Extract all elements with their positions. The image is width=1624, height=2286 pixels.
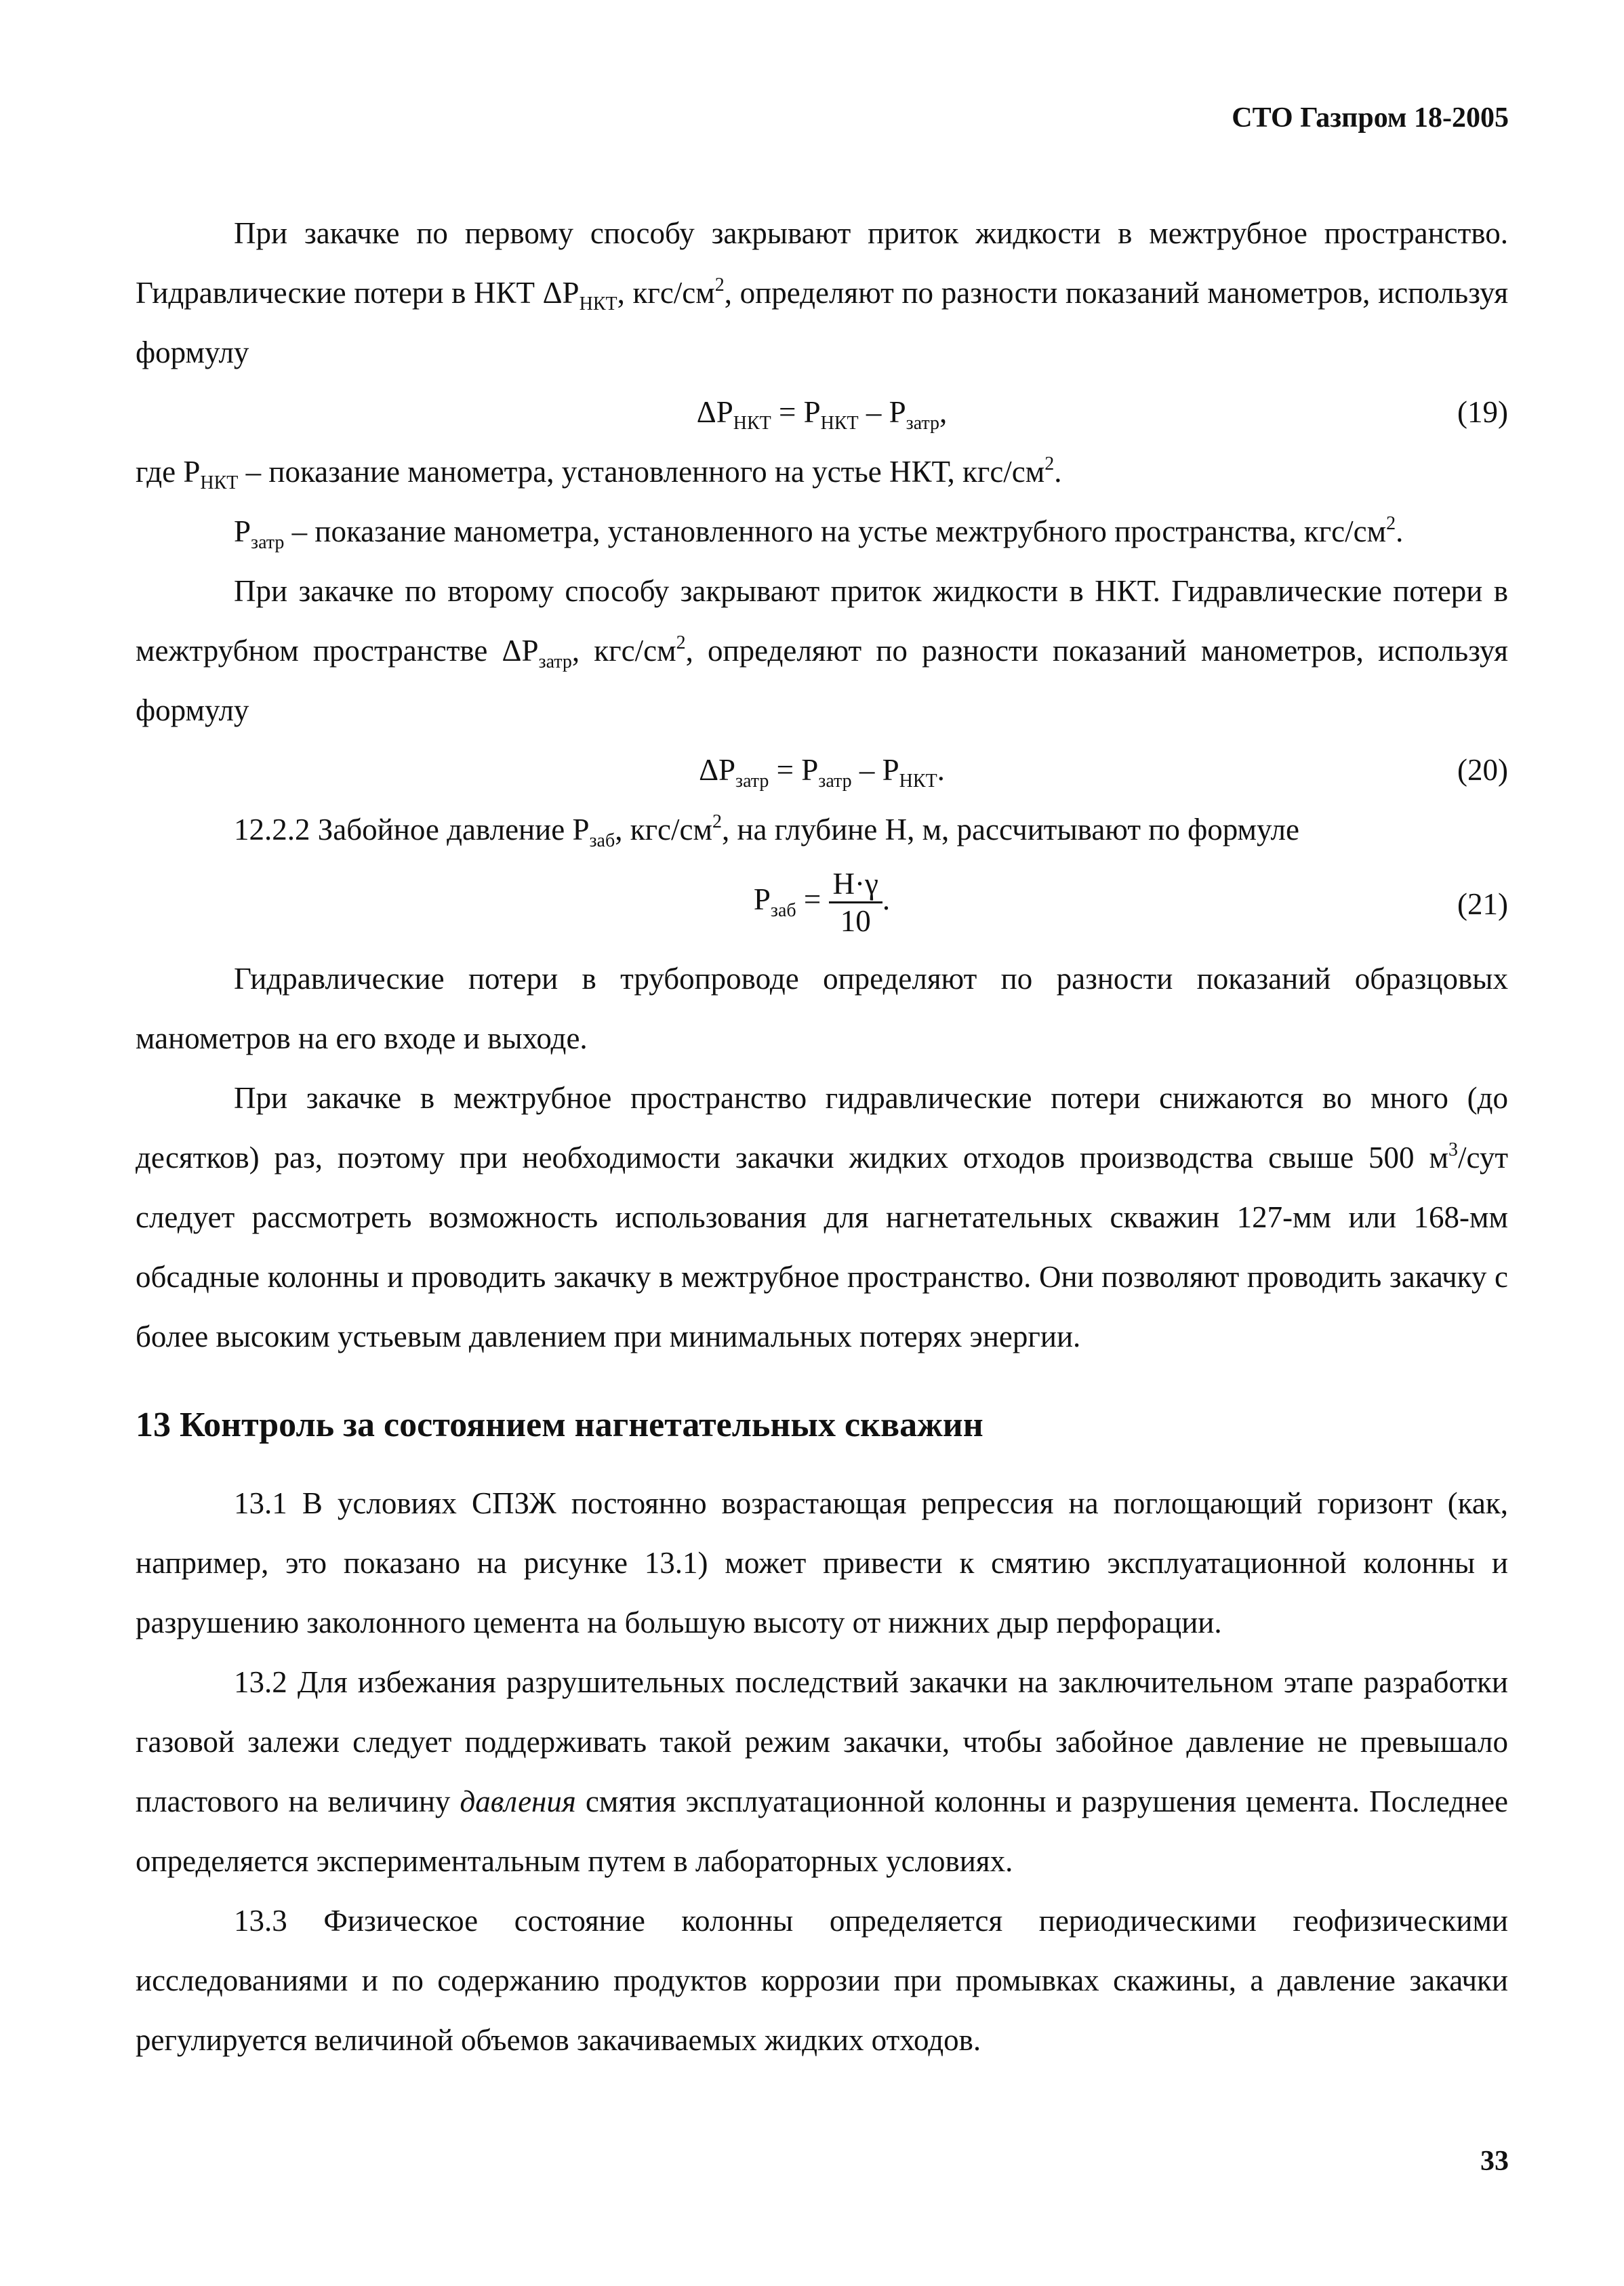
page-content <box>136 203 1508 2070</box>
formula-19-where-zatr: $P_{затр}$ – показание манометра, установленного на устье межтрубного пространства, кгс/$см^2$. <box>234 513 1404 553</box>
paragraph-13-2: 13.2 Для избежания разрушительных последствий закачки на заключительном этапе разработки газовой залежи следует поддерживать такой режим закачки, чтобы забойное давление не превышало пластового на величину давления смятия эксплуатационной колонны и разрушения цемента. Последнее определяется экспериментальным путем в лабораторных условиях. <box>136 1665 1508 1878</box>
formula-19-where-nkt: где $P_{НКТ}$ – показание манометра, установленного на устье НКТ, кгс/$см^2$. <box>136 453 1062 493</box>
fraction <box>829 866 882 939</box>
fraction-denominator: 10 <box>840 904 871 938</box>
paragraph-13-3: 13.3 Физическое состояние колонны определяется периодическими геофизическими исследованиями и по содержанию продуктов коррозии при промывках скажины, а давление закачки регулируется величиной объемов закачиваемых жидких отходов. <box>136 1904 1508 2057</box>
paragraph-method-1: При закачке по первому способу закрывают приток жидкости в межтрубное пространство. Гидравлические потери в НКТ $\Delta P_{НКТ}$, кгс/$см^2$, определяют по разности показаний манометров, используя формулу <box>136 216 1509 369</box>
formula-number-20: (20) <box>1457 753 1508 787</box>
page-number: 33 <box>1480 2146 1509 2177</box>
formula-number-19: (19) <box>1457 395 1508 429</box>
formula-20: $\Delta P_{затр} = P_{затр} - P_{НКТ}$. (20) <box>136 740 1508 800</box>
formula-number-21: (21) <box>1457 887 1508 921</box>
fraction-numerator: H·γ <box>829 866 882 903</box>
formula-21: $P_{заб}$ = $\frac{H\cdot\gamma}{10}$ . (21) <box>753 867 1508 938</box>
paragraph-12-2-2: 12.2.2 Забойное давление $P_{заб}$, кгс/$см^2$, на глубине H, м, рассчитывают по формуле <box>234 811 1299 851</box>
formula-19: $\Delta P_{НКТ} = P_{НКТ} - P_{затр}$, (19) <box>136 382 1508 442</box>
paragraph-13-1: 13.1 В условиях СПЗЖ постоянно возрастающая репрессия на поглощающий горизонт (как, например, это показано на рисунке 13.1) может привести к смятию эксплуатационной колонны и разрушению заколонного цемента на большую высоту от нижних дыр перфорации. <box>136 1486 1508 1639</box>
document-header: СТО Газпром 18-2005 <box>1232 102 1509 134</box>
section-heading-13: 13 Контроль за состоянием нагнетательных скважин <box>136 1406 983 1444</box>
paragraph-method-2: При закачке по второму способу закрывают приток жидкости в НКТ. Гидравлические потери в межтрубном пространстве $\Delta P_{затр}$, кгс/$см^2$, определяют по разности показаний манометров, используя формулу <box>136 574 1508 727</box>
paragraph-annulus-injection: При закачке в межтрубное пространство гидравлические потери снижаются во много (до десятков) раз, поэтому при необходимости закачки жидких отходов производства свыше 500 $м^3$/сут следует рассмотреть возможность использования для нагнетательных скважин 127-мм или 168-мм обсадные колонны и проводить закачку в межтрубное пространство. Они позволяют проводить закачку с более высоким устьевым давлением при минимальных потерях энергии. <box>136 1081 1508 1353</box>
paragraph-pipeline-losses: Гидравлические потери в трубопроводе определяют по разности показаний образцовых манометров на его входе и выходе. <box>136 962 1508 1055</box>
